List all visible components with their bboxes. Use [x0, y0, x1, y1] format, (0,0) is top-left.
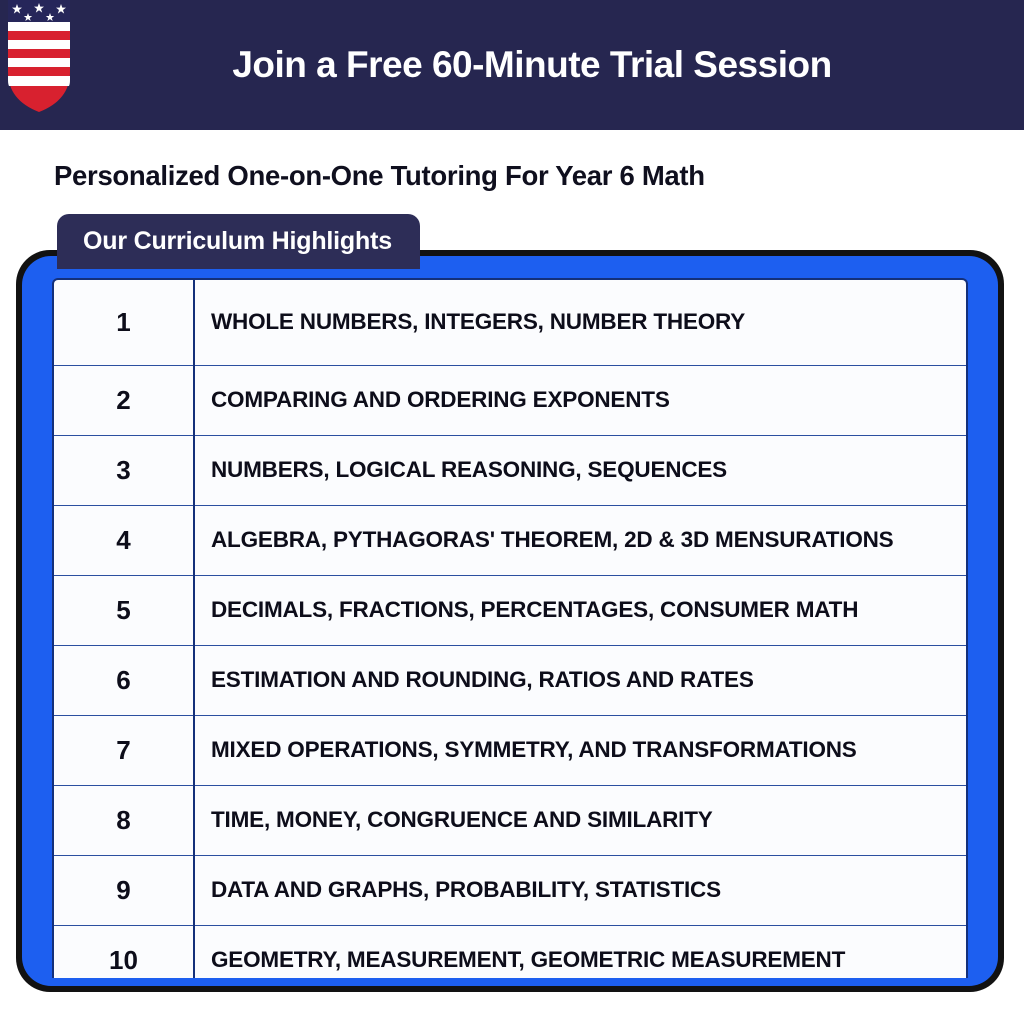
row-topic: DATA AND GRAPHS, PROBABILITY, STATISTICS	[194, 855, 966, 925]
row-number: 3	[54, 435, 194, 505]
row-topic: DECIMALS, FRACTIONS, PERCENTAGES, CONSUMER MATH	[194, 575, 966, 645]
row-topic: NUMBERS, LOGICAL REASONING, SEQUENCES	[194, 435, 966, 505]
row-number: 6	[54, 645, 194, 715]
table-row	[54, 505, 966, 575]
row-topic: TIME, MONEY, CONGRUENCE AND SIMILARITY	[194, 785, 966, 855]
row-number: 9	[54, 855, 194, 925]
row-topic: ALGEBRA, PYTHAGORAS' THEOREM, 2D & 3D MENSURATIONS	[194, 505, 966, 575]
page-title: Join a Free 60-Minute Trial Session	[232, 44, 832, 85]
curriculum-tab-label: Our Curriculum Highlights	[57, 214, 420, 269]
row-topic: ESTIMATION AND ROUNDING, RATIOS AND RATES	[194, 645, 966, 715]
page-header	[0, 0, 1024, 130]
table-row	[54, 715, 966, 785]
row-topic: COMPARING AND ORDERING EXPONENTS	[194, 365, 966, 435]
row-number: 2	[54, 365, 194, 435]
row-number: 5	[54, 575, 194, 645]
table-row	[54, 575, 966, 645]
row-topic: GEOMETRY, MEASUREMENT, GEOMETRIC MEASUREMENT	[211, 947, 846, 973]
table-row	[54, 645, 966, 715]
row-number: 1	[54, 280, 194, 365]
table-row	[54, 365, 966, 435]
row-number: 10	[54, 925, 194, 978]
row-topic: WHOLE NUMBERS, INTEGERS, NUMBER THEORY	[194, 280, 966, 365]
table-row	[54, 280, 966, 365]
curriculum-table-area	[52, 278, 968, 978]
page-subtitle: Personalized One-on-One Tutoring For Year 6 Math	[54, 160, 705, 191]
table-row	[54, 785, 966, 855]
row-topic: MIXED OPERATIONS, SYMMETRY, AND TRANSFORMATIONS	[194, 715, 966, 785]
row-number: 4	[54, 505, 194, 575]
table-row	[54, 435, 966, 505]
american-flag-shield-icon	[8, 0, 70, 112]
row-number: 8	[54, 785, 194, 855]
curriculum-table	[54, 280, 966, 978]
table-row	[54, 855, 966, 925]
table-row	[54, 925, 966, 978]
row-number: 7	[54, 715, 194, 785]
